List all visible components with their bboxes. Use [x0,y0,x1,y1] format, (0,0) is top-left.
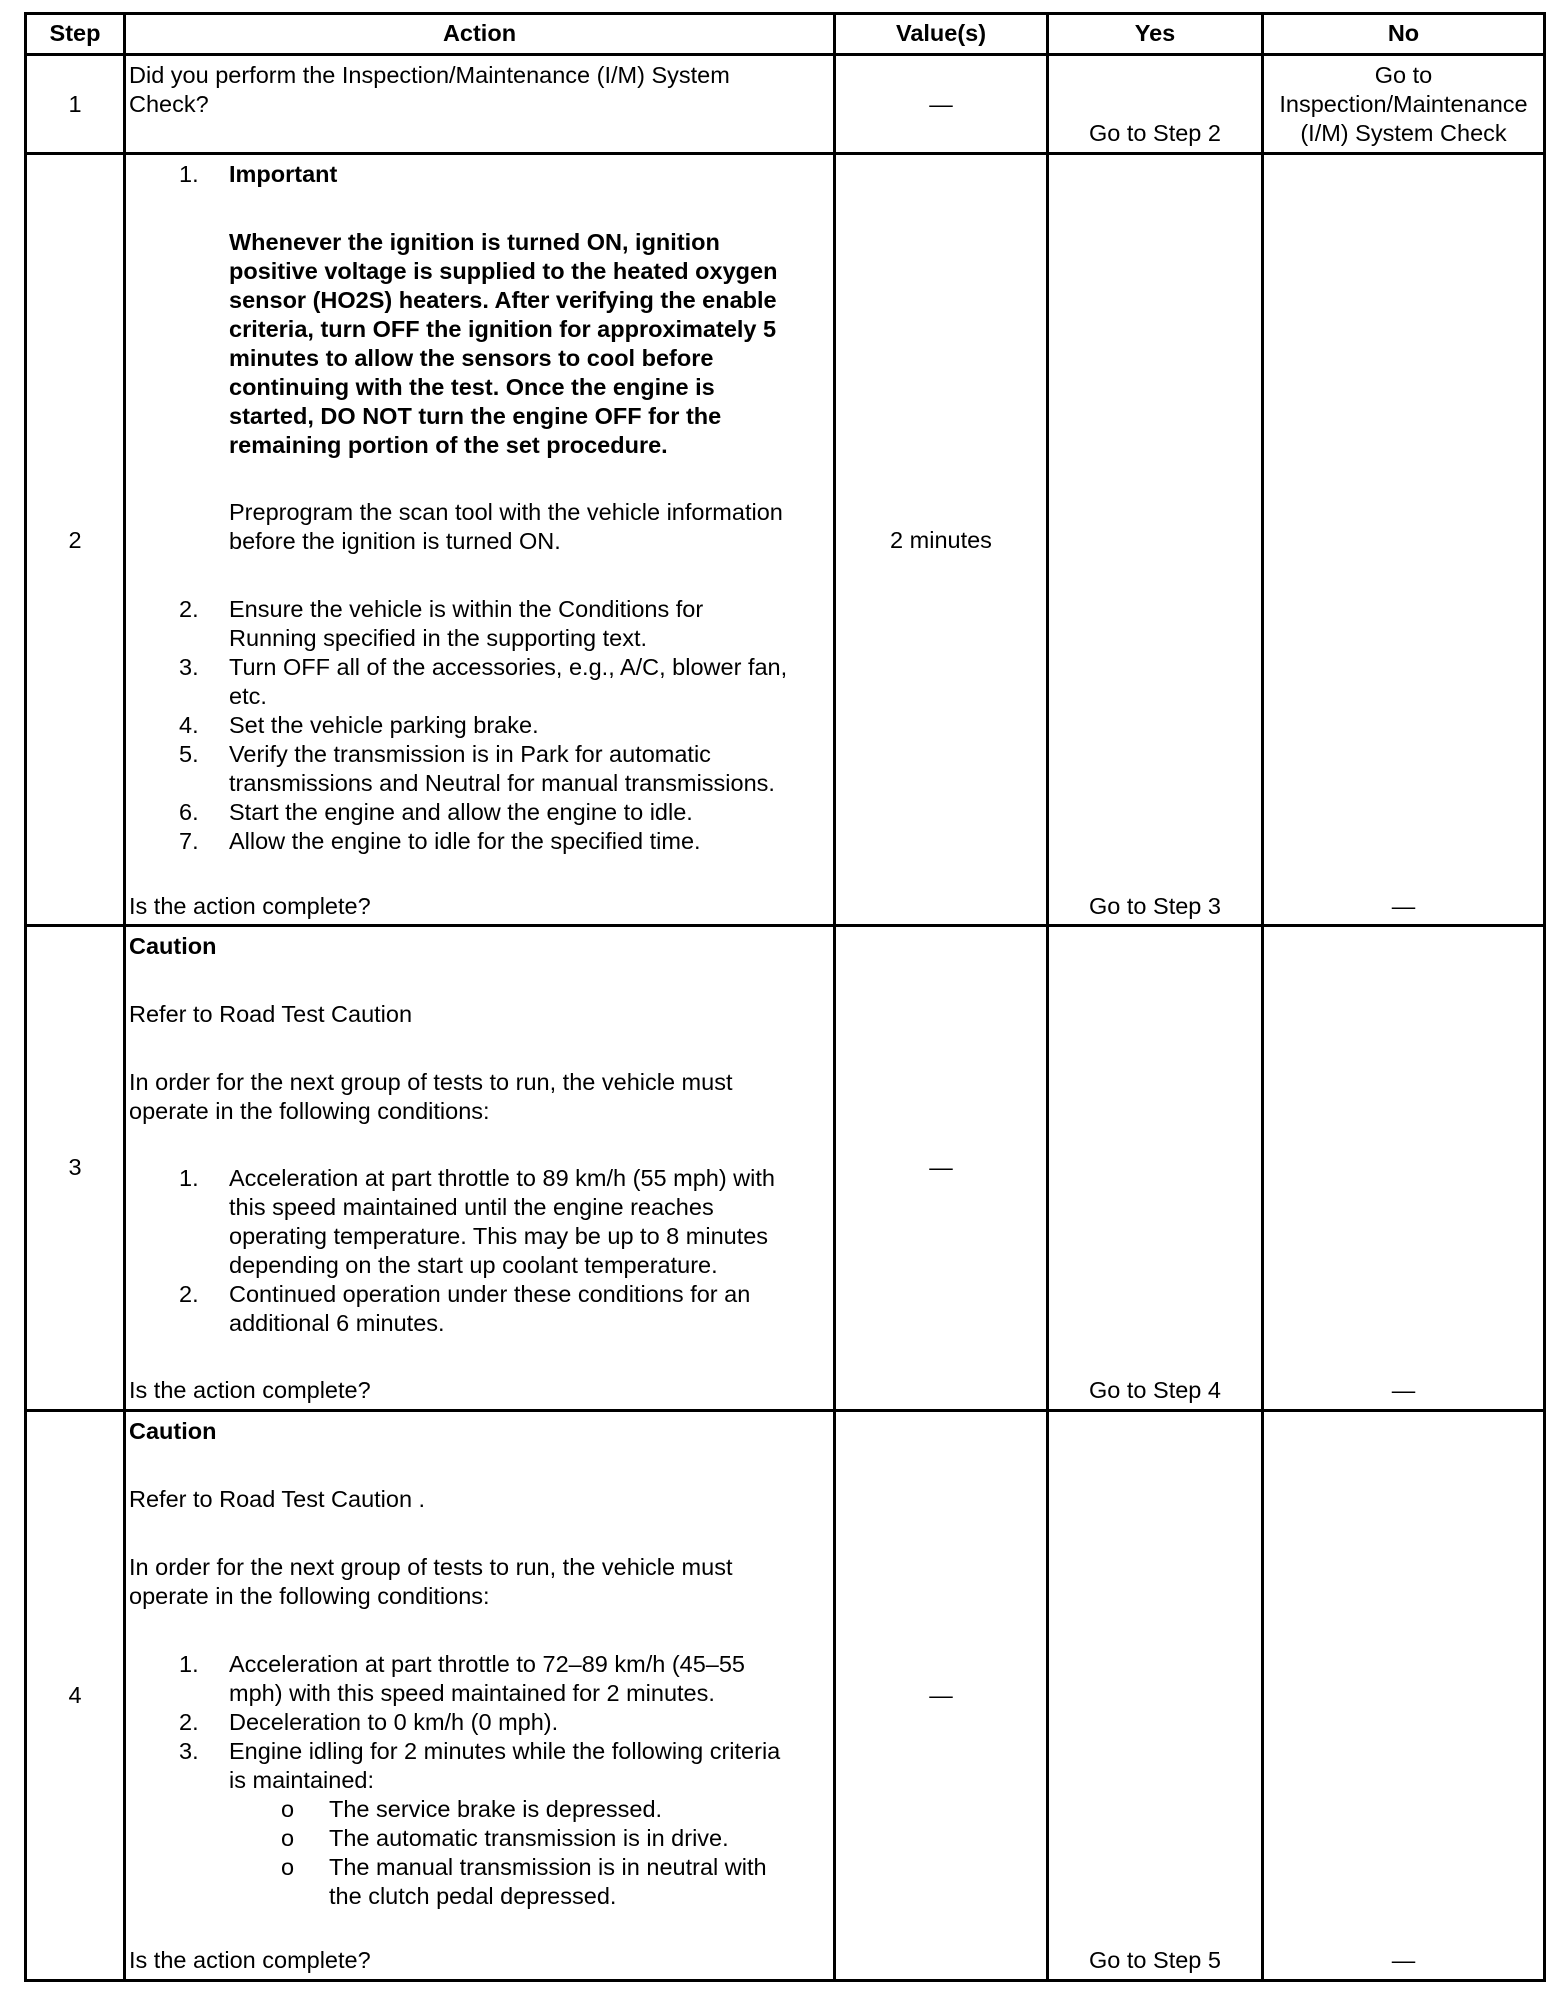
list-number: 4. [179,712,199,738]
important-text-line: minutes to allow the sensors to cool before [229,345,714,371]
important-label: Important [229,161,338,187]
important-note-line: before the ignition is turned ON. [229,528,561,554]
no-cell-line: Inspection/Maintenance [1279,91,1528,117]
list-text-line: Ensure the vehicle is within the Conditions for [229,596,704,622]
list-text-line: mph) with this speed maintained for 2 minutes. [229,1680,715,1706]
list-text-line: is maintained: [229,1767,374,1793]
caution-label: Caution [129,933,217,959]
header-step: Step [49,20,101,46]
list-number: 7. [179,828,199,854]
list-text-line: Continued operation under these conditions for an [229,1281,751,1307]
no-cell: — [1391,1947,1416,1973]
list-text-line: Allow the engine to idle for the specified time. [229,828,701,854]
step-number: 2 [68,527,82,553]
list-text-line: Running specified in the supporting text. [229,625,648,651]
list-text-line: Turn OFF all of the accessories, e.g., A/C, blower fan, [229,654,788,680]
list-text-line: additional 6 minutes. [229,1310,445,1336]
list-number: 2. [179,1709,199,1735]
list-number: 3. [179,654,199,680]
header-divider [24,53,1546,56]
important-text-line: continuing with the test. Once the engine is [229,374,715,400]
row-divider-2 [24,924,1546,927]
important-text-line: criteria, turn OFF the ignition for approximately 5 [229,316,777,342]
no-cell-line: Go to [1374,62,1433,88]
bullet-marker: o [281,1825,295,1851]
col-divider-3 [1046,12,1049,1982]
value-cell: — [929,91,953,117]
list-number: 1. [179,1165,199,1191]
col-divider-1 [123,12,126,1982]
list-number: 3. [179,1738,199,1764]
list-text-line: transmissions and Neutral for manual transmissions. [229,770,775,796]
caution-reference: Refer to Road Test Caution . [129,1486,426,1512]
value-cell: 2 minutes [890,527,992,553]
important-text-line: Whenever the ignition is turned ON, ignition [229,229,720,255]
important-text-line: started, DO NOT turn the engine OFF for the [229,403,722,429]
list-text-line: Deceleration to 0 km/h (0 mph). [229,1709,559,1735]
bullet-text-line: The manual transmission is in neutral with [329,1854,767,1880]
list-text-line: Verify the transmission is in Park for automatic [229,741,711,767]
yes-cell: Go to Step 5 [1089,1947,1221,1973]
table-border-bottom [24,1979,1546,1982]
intro-text-line: In order for the next group of tests to run, the vehicle must [129,1069,733,1095]
important-text-line: sensor (HO2S) heaters. After verifying the enable [229,287,777,313]
action-text-line: Did you perform the Inspection/Maintenance (I/M) System [129,62,730,88]
list-text-line: etc. [229,683,267,709]
no-cell: — [1391,1377,1416,1403]
list-text-line: Acceleration at part throttle to 89 km/h (55 mph) with [229,1165,775,1191]
list-text-line: Set the vehicle parking brake. [229,712,539,738]
yes-cell: Go to Step 4 [1089,1377,1221,1403]
list-number: 1. [179,161,199,187]
question-text: Is the action complete? [129,1947,371,1973]
step-number: 4 [68,1682,82,1708]
caution-reference: Refer to Road Test Caution [129,1001,413,1027]
list-text-line: depending on the start up coolant temperature. [229,1252,718,1278]
yes-cell: Go to Step 2 [1089,120,1221,146]
value-cell: — [929,1682,953,1708]
bullet-text-line: the clutch pedal depressed. [329,1883,617,1909]
list-number: 5. [179,741,199,767]
action-text-line: Check? [129,91,209,117]
bullet-marker: o [281,1854,295,1880]
no-cell-line: (I/M) System Check [1300,120,1507,146]
list-text-line: Start the engine and allow the engine to idle. [229,799,693,825]
intro-text-line: operate in the following conditions: [129,1583,490,1609]
yes-cell: Go to Step 3 [1089,893,1221,919]
bullet-marker: o [281,1796,295,1822]
intro-text-line: In order for the next group of tests to run, the vehicle must [129,1554,733,1580]
question-text: Is the action complete? [129,1377,371,1403]
table-border-top [24,12,1546,15]
question-text: Is the action complete? [129,893,371,919]
list-number: 6. [179,799,199,825]
list-text-line: Acceleration at part throttle to 72–89 km/h (45–55 [229,1651,746,1677]
row-divider-1 [24,152,1546,155]
header-action: Action [442,20,517,46]
step-number: 3 [68,1154,82,1180]
important-note-line: Preprogram the scan tool with the vehicle information [229,499,783,525]
header-values: Value(s) [895,20,987,46]
header-no: No [1387,20,1420,46]
important-text-line: positive voltage is supplied to the heated oxygen [229,258,778,284]
row-divider-3 [24,1409,1546,1412]
list-number: 2. [179,1281,199,1307]
list-text-line: Engine idling for 2 minutes while the following criteria [229,1738,781,1764]
bullet-text-line: The service brake is depressed. [329,1796,663,1822]
important-text-line: remaining portion of the set procedure. [229,432,668,458]
no-cell: — [1391,893,1416,919]
step-number: 1 [68,91,82,117]
col-divider-4 [1261,12,1264,1982]
table-border-right [1543,12,1546,1982]
value-cell: — [929,1154,953,1180]
list-number: 1. [179,1651,199,1677]
list-number: 2. [179,596,199,622]
bullet-text-line: The automatic transmission is in drive. [329,1825,729,1851]
list-text-line: operating temperature. This may be up to 8 minutes [229,1223,769,1249]
header-yes: Yes [1134,20,1176,46]
list-text-line: this speed maintained until the engine reaches [229,1194,714,1220]
caution-label: Caution [129,1418,217,1444]
intro-text-line: operate in the following conditions: [129,1098,490,1124]
